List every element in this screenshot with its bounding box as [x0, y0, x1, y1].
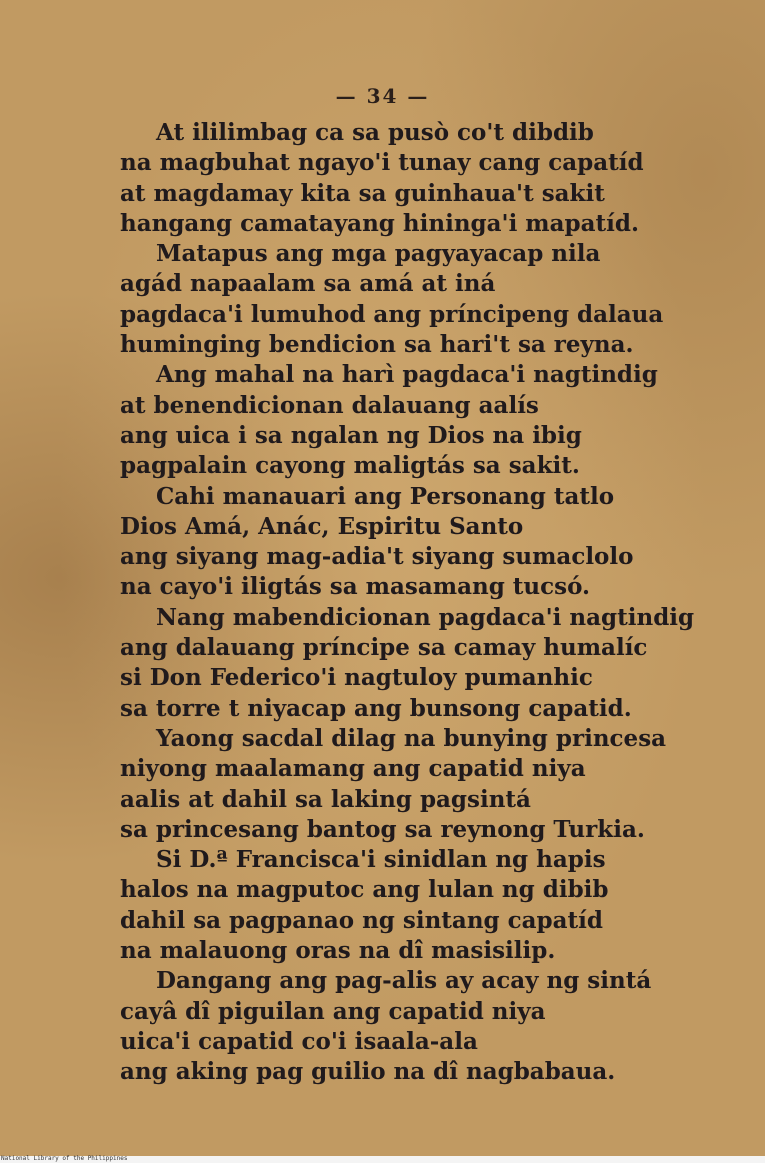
verse-line: sa torre t niyacap ang bunsong capatid. [120, 694, 632, 722]
verse-line: at magdamay kita sa guinhaua't sakit [120, 179, 605, 207]
verse-block [120, 118, 740, 1088]
verse-line: sa princesang bantog sa reynong Turkia. [120, 815, 645, 843]
verse-line: na magbuhat ngayo'i tunay cang capatíd [120, 149, 644, 177]
verse-line: agád napaalam sa amá at iná [120, 270, 496, 298]
verse-line: Nang mabendicionan pagdaca'i nagtindig [156, 603, 695, 631]
verse-line: halos na magputoc ang lulan ng dibib [120, 876, 609, 904]
verse-line: si Don Federico'i nagtuloy pumanhic [120, 664, 593, 692]
verse-line: na malauong oras na dî masisilip. [120, 937, 556, 965]
scan-footer [0, 1156, 765, 1163]
verse-line: huminging bendicion sa hari't sa reyna. [120, 331, 634, 359]
verse-line: Si D.ª Francisca'i sinidlan ng hapis [156, 846, 606, 874]
verse-line: Dangang ang pag-alis ay acay ng sintá [156, 967, 652, 995]
verse-line: dahil sa pagpanao ng sintang capatíd [120, 906, 603, 934]
verse-line: ang siyang mag-adia't siyang sumaclolo [120, 543, 634, 571]
verse-line: niyong maalamang ang capatid niya [120, 755, 586, 783]
verse-line: Dios Amá, Anác, Espiritu Santo [120, 512, 524, 540]
verse-line: Matapus ang mga pagyayacap nila [156, 240, 601, 268]
verse-line: aalis at dahil sa laking pagsintá [120, 785, 531, 813]
verse-line: ang aking pag guilio na dî nagbabaua. [120, 1058, 616, 1086]
verse-line: ang dalauang príncipe sa camay humalíc [120, 634, 648, 662]
verse-line: Ang mahal na harì pagdaca'i nagtindig [156, 361, 658, 389]
verse-line: Yaong sacdal dilag na bunying princesa [156, 724, 667, 752]
verse-line: pagdaca'i lumuhod ang príncipeng dalaua [120, 300, 664, 328]
verse-line: Cahi manauari ang Personang tatlo [156, 482, 615, 510]
verse-line: ang uica i sa ngalan ng Dios na ibig [120, 421, 582, 449]
verse-line: at benendicionan dalauang aalís [120, 391, 539, 419]
verse-line: uica'i capatid co'i isaala-ala [120, 1027, 478, 1055]
page-number: — 34 — [335, 84, 430, 108]
verse-line: At ililimbag ca sa pusò co't dibdib [156, 119, 594, 146]
verse-line: hangang camatayang hininga'i mapatíd. [120, 209, 639, 237]
verse-line: cayâ dî piguilan ang capatid niya [120, 997, 546, 1025]
verse-line: pagpalain cayong maligtás sa sakit. [120, 452, 580, 480]
library-credit: National Library of the Philippines [1, 1155, 128, 1162]
verse-line: na cayo'i iligtás sa masamang tucsó. [120, 573, 591, 601]
